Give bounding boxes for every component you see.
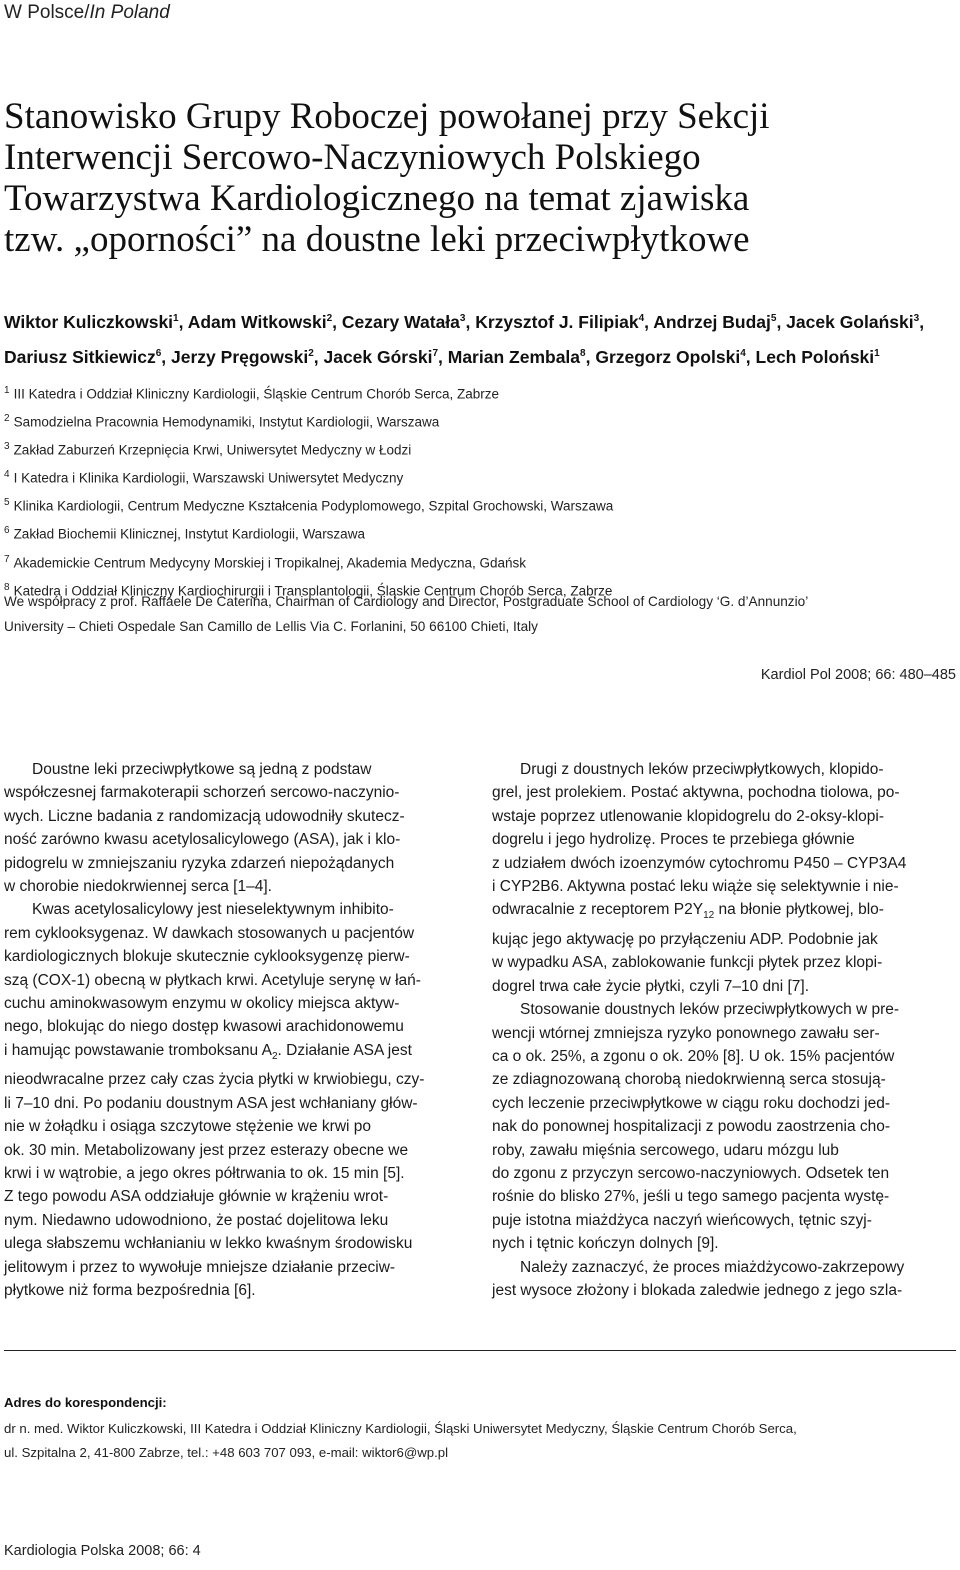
correspondence-address (4, 1417, 954, 1466)
affiliation-number: 3 (4, 441, 10, 453)
author-separator: , (585, 346, 596, 367)
affiliation-item (4, 435, 954, 463)
affiliation-text: Katedra i Oddział Kliniczny Kardiochirurgii i Transplantologii, Śląskie Centrum Chorób Serca, Zabrze (13, 583, 613, 599)
affiliation-item (4, 548, 954, 576)
author-separator: , (332, 311, 342, 332)
author-name: Cezary Watała (341, 311, 460, 332)
affiliation-number: 2 (4, 413, 10, 425)
body-text: Drugi z doustnych leków przeciwpłytkowych, klopido- (520, 761, 884, 778)
body-text: kardiologicznych blokuje skutecznie cyklooksygenzę pierw- (4, 948, 410, 966)
title-line: Stanowisko Grupy Roboczej powołanej przy Sekcji (4, 96, 770, 137)
author-affiliation-marker: 2 (308, 347, 314, 359)
body-text-line (4, 969, 470, 992)
author-affiliation-marker: 3 (459, 313, 466, 324)
body-text: pidogrelu w zmniejszaniu ryzyka zdarzeń niepożądanych (4, 854, 395, 872)
body-text-line (4, 898, 470, 921)
affiliation-number: 5 (4, 497, 10, 509)
affiliation-item (4, 519, 954, 547)
body-text: Doustne leki przeciwpłytkowe są jedną z podstaw (32, 761, 372, 778)
author-separator: , (465, 311, 476, 332)
author-line (4, 303, 959, 338)
author-name: Marian Zembala (447, 346, 581, 367)
body-text-line (4, 1092, 470, 1115)
body-text-line (492, 1045, 958, 1068)
correspondence-line: ul. Szpitalna 2, 41-800 Zabrze, tel.: +48 603 707 093, e-mail: wiktor6@wp.pl (4, 1445, 449, 1461)
body-text: . Działanie ASA jest (277, 1041, 412, 1059)
journal-footer: Kardiologia Polska 2008; 66: 4 (4, 1543, 201, 1559)
body-text-line (4, 1015, 470, 1038)
author-list (4, 303, 959, 373)
body-text-line (492, 998, 958, 1021)
body-text-line (4, 992, 470, 1015)
body-text-line (492, 1092, 958, 1115)
body-text-line (492, 1279, 958, 1302)
author-name: Adam Witkowski (187, 311, 327, 332)
author-affiliation-marker: 1 (173, 313, 179, 324)
title-line: Interwencji Sercowo-Naczyniowych Polskiego (4, 137, 701, 178)
body-text-line (492, 781, 958, 804)
body-text-line (492, 805, 958, 828)
author-name: Jerzy Pręgowski (171, 346, 309, 367)
subscript: 2 (271, 1050, 278, 1062)
title-line: Towarzystwa Kardiologicznego na temat zjawiska (4, 178, 750, 219)
body-text: do zgonu z przyczyn sercowo-naczyniowych. Odsetek ten (492, 1165, 890, 1182)
body-text: jest wysoce złożony i blokada zaledwie jednego z jego szla- (492, 1282, 903, 1300)
body-text: krwi i w wątrobie, a jego okres półtrwania to ok. 15 min [5]. (4, 1165, 405, 1182)
body-text: w chorobie niedokrwiennej serca [1–4]. (4, 878, 272, 896)
author-name: Dariusz Sitkiewicz (4, 346, 156, 367)
body-text: Stosowanie doustnych leków przeciwpłytkowych w pre- (520, 1001, 900, 1019)
author-separator: , (776, 311, 787, 332)
body-text: nak do ponownej hospitalizacji z powodu zaostrzenia cho- (492, 1118, 891, 1136)
body-text: rośnie do blisko 27%, jeśli u tego samego pacjenta wystę- (492, 1188, 890, 1206)
affiliation-text: Klinika Kardiologii, Centrum Medyczne Kształcenia Podyplomowego, Szpital Grochowski, Warszawa (13, 498, 614, 514)
body-column-left (4, 758, 470, 1302)
body-text: wych. Liczne badania z randomizacją udowodniły skutecz- (4, 807, 405, 825)
author-affiliation-marker: 4 (740, 347, 746, 359)
body-text: ze zdiagnozowaną chorobą niedokrwienną serca stosują- (492, 1071, 886, 1089)
author-separator: , (438, 346, 448, 367)
body-text-line (492, 1209, 958, 1232)
body-text: ność zarówno kwasu acetylosalicylowego (ASA), jak i klo- (4, 831, 401, 849)
author-name: Krzysztof J. Filipiak (475, 311, 639, 332)
body-text: Z tego powodu ASA oddziałuje głównie w krążeniu wrot- (4, 1188, 389, 1206)
body-text: współczesnej farmakoterapii schorzeń sercowo-naczynio- (4, 784, 400, 802)
body-text-line (4, 1068, 470, 1091)
body-text-line (4, 1139, 470, 1162)
affiliation-number: 7 (4, 553, 10, 565)
body-text-line (492, 951, 958, 974)
article-title (4, 96, 944, 260)
section-label-en: In Poland (89, 2, 170, 23)
body-text-line (4, 1209, 470, 1232)
author-name: Jacek Górski (323, 346, 433, 367)
body-text: nego, blokując do niego dostęp kwasowi arachidonowemu (4, 1018, 404, 1036)
body-text-line (492, 1022, 958, 1045)
body-text: ok. 30 min. Metabolizowany jest przez esterazy obecne we (4, 1141, 409, 1159)
section-label-pl: W Polsce/ (4, 2, 90, 23)
affiliation-number: 6 (4, 525, 10, 537)
body-text-line (4, 1232, 470, 1255)
body-text-line (4, 758, 470, 781)
body-text: szą (COX-1) obecną w płytkach krwi. Acetyluje serynę w łań- (4, 971, 421, 989)
author-affiliation-marker: 2 (326, 313, 333, 324)
affiliation-text: I Katedra i Klinika Kardiologii, Warszawski Uniwersytet Medyczny (13, 470, 404, 486)
citation: Kardiol Pol 2008; 66: 480–485 (760, 667, 956, 683)
body-text-line (492, 1162, 958, 1185)
body-text-line (4, 1279, 470, 1302)
affiliation-number: 4 (4, 469, 10, 481)
body-text-line (492, 928, 958, 951)
body-text: nych i tętnic kończyn dolnych [9]. (492, 1235, 719, 1253)
body-text: Kwas acetylosalicylowy jest nieselektywnym inhibito- (32, 901, 394, 919)
body-text: puje istotna miażdżyca naczyń wieńcowych, tętnic szyj- (492, 1211, 872, 1229)
body-text-line (492, 1139, 958, 1162)
correspondence-line: dr n. med. Wiktor Kuliczkowski, III Katedra i Oddział Kliniczny Kardiologii, Śląski Uniwersytet Medyczny, Śląskie Centrum Chorób Serca, (4, 1421, 797, 1436)
body-text-line (4, 805, 470, 828)
body-text-line (4, 1115, 470, 1138)
body-text-line (492, 875, 958, 898)
body-text-line (4, 1185, 470, 1208)
body-text: roby, zawału mięśnia sercowego, udaru mózgu lub (492, 1141, 839, 1159)
affiliation-text: Akademickie Centrum Medycyny Morskiej i Tropikalnej, Akademia Medyczna, Gdańsk (13, 555, 527, 571)
body-text-line (492, 1185, 958, 1208)
body-text: wstaje poprzez utlenowanie klopidogrelu do 2-oksy-klopi- (492, 807, 885, 825)
body-text-line (4, 875, 470, 898)
body-text-line (492, 852, 958, 875)
affiliation-number: 8 (4, 581, 10, 593)
author-affiliation-marker: 8 (580, 347, 586, 359)
author-affiliation-marker: 4 (638, 313, 645, 324)
body-text-line (492, 828, 958, 851)
author-name: Lech Poloński (755, 346, 875, 367)
body-text: z udziałem dwóch izoenzymów cytochromu P450 – CYP3A4 (492, 854, 907, 872)
affiliation-number: 1 (4, 385, 10, 396)
subscript: 12 (703, 910, 715, 922)
author-name: Jacek Golański (786, 311, 914, 332)
cooperation-note (4, 590, 954, 639)
author-affiliation-marker: 6 (155, 347, 162, 359)
body-text: cuchu aminokwasowym enzymu w okolicy miejsca aktyw- (4, 995, 400, 1013)
body-text: grel, jest prolekiem. Postać aktywna, pochodna tiolowa, po- (492, 784, 900, 802)
body-text: i hamując powstawanie tromboksanu A (4, 1041, 272, 1059)
body-text: cych leczenie przeciwpłytkowe w ciągu roku dochodzi jed- (492, 1094, 891, 1112)
body-text-line (4, 1162, 470, 1185)
affiliation-item (4, 491, 954, 519)
affiliation-item (4, 407, 954, 435)
body-text: i CYP2B6. Aktywna postać leku wiąże się selektywnie i nie- (492, 878, 899, 896)
body-text: odwracalnie z receptorem P2Y (492, 901, 704, 919)
body-text-line (4, 1039, 470, 1069)
cooperation-line: University – Chieti Ospedale San Camillo de Lellis Via C. Forlanini, 50 66100 Chieti, Italy (4, 618, 538, 634)
author-separator: , (644, 311, 654, 332)
body-column-right (492, 758, 958, 1302)
body-text: na błonie płytkowej, blo- (714, 901, 884, 919)
affiliation-list (4, 379, 954, 604)
author-name: Grzegorz Opolski (595, 346, 741, 367)
body-text: dogrel trwa całe życie płytki, czyli 7–10 dni [7]. (492, 977, 810, 995)
body-text-line (492, 1115, 958, 1138)
body-text-line (492, 898, 958, 928)
body-text: nym. Niedawno udowodniono, że postać dojelitowa leku (4, 1211, 389, 1229)
author-affiliation-marker: 7 (432, 347, 439, 359)
body-text: li 7–10 dni. Po podaniu doustnym ASA jest wchłaniany głów- (4, 1094, 418, 1112)
author-affiliation-marker: 5 (770, 313, 777, 324)
affiliation-item (4, 463, 954, 491)
body-text-line (492, 975, 958, 998)
divider (4, 1350, 956, 1351)
body-text-line (4, 1256, 470, 1279)
author-separator: , (745, 346, 756, 367)
author-name: Wiktor Kuliczkowski (4, 311, 174, 332)
author-separator: , (919, 311, 925, 332)
affiliation-text: Zakład Zaburzeń Krzepnięcia Krwi, Uniwersytet Medyczny w Łodzi (13, 442, 412, 458)
body-text-line (492, 1232, 958, 1255)
body-text: płytkowe niż forma bezpośrednia [6]. (4, 1282, 256, 1300)
body-text: wencji wtórnej zmniejsza ryzyko ponownego zawału ser- (492, 1024, 880, 1042)
author-affiliation-marker: 1 (874, 347, 880, 359)
body-text: dogrelu i jego hydrolizę. Proces te przebiega głównie (492, 831, 855, 849)
affiliation-text: III Katedra i Oddział Kliniczny Kardiologii, Śląskie Centrum Chorób Serca, Zabrze (13, 386, 500, 402)
author-line (4, 338, 959, 373)
body-text: rem cyklooksygenaz. W dawkach stosowanych u pacjentów (4, 924, 415, 942)
author-affiliation-marker: 3 (913, 313, 920, 324)
body-text-line (4, 852, 470, 875)
body-text: kując jego aktywację po przyłączeniu ADP. Podobnie jak (492, 930, 878, 948)
body-text: nie w żołądku i osiąga szczytowe stężenie we krwi po (4, 1118, 372, 1136)
author-name: Andrzej Budaj (653, 311, 771, 332)
title-line: tzw. „oporności” na doustne leki przeciwpłytkowe (4, 219, 750, 260)
body-text-line (492, 758, 958, 781)
section-label (4, 2, 170, 24)
author-separator: , (313, 346, 324, 367)
body-text: jelitowym i przez to wywołuje mniejsze działanie przeciw- (4, 1258, 396, 1276)
affiliation-text: Zakład Biochemii Klinicznej, Instytut Kardiologii, Warszawa (13, 526, 365, 542)
body-text-line (4, 828, 470, 851)
cooperation-line: We współpracy z prof. Raffaele De Caterina, Chairman of Cardiology and Director, Postgraduate School of Cardiology ‘G. d’Annunzio’ (4, 594, 809, 609)
body-text-line (492, 1068, 958, 1091)
affiliation-text: Samodzielna Pracownia Hemodynamiki, Instytut Kardiologii, Warszawa (13, 414, 440, 430)
body-text: nieodwracalne przez cały czas życia płytki w krwiobiegu, czy- (4, 1071, 425, 1089)
author-separator: , (178, 311, 188, 332)
affiliation-item (4, 379, 954, 407)
body-text: w wypadku ASA, zablokowanie funkcji płytek przez klopi- (492, 954, 883, 972)
body-text-line (492, 1256, 958, 1279)
body-text: ca o ok. 25%, a zgonu o ok. 20% [8]. U ok. 15% pacjentów (492, 1047, 895, 1065)
correspondence-label: Adres do korespondencji: (4, 1395, 167, 1410)
author-separator: , (161, 346, 172, 367)
body-text: ulega słabszemu wchłanianiu w lekko kwaśnym środowisku (4, 1235, 413, 1253)
body-text-line (4, 945, 470, 968)
body-text-line (4, 922, 470, 945)
body-text: Należy zaznaczyć, że proces miażdżycowo-zakrzepowy (520, 1258, 905, 1276)
body-text-line (4, 781, 470, 804)
